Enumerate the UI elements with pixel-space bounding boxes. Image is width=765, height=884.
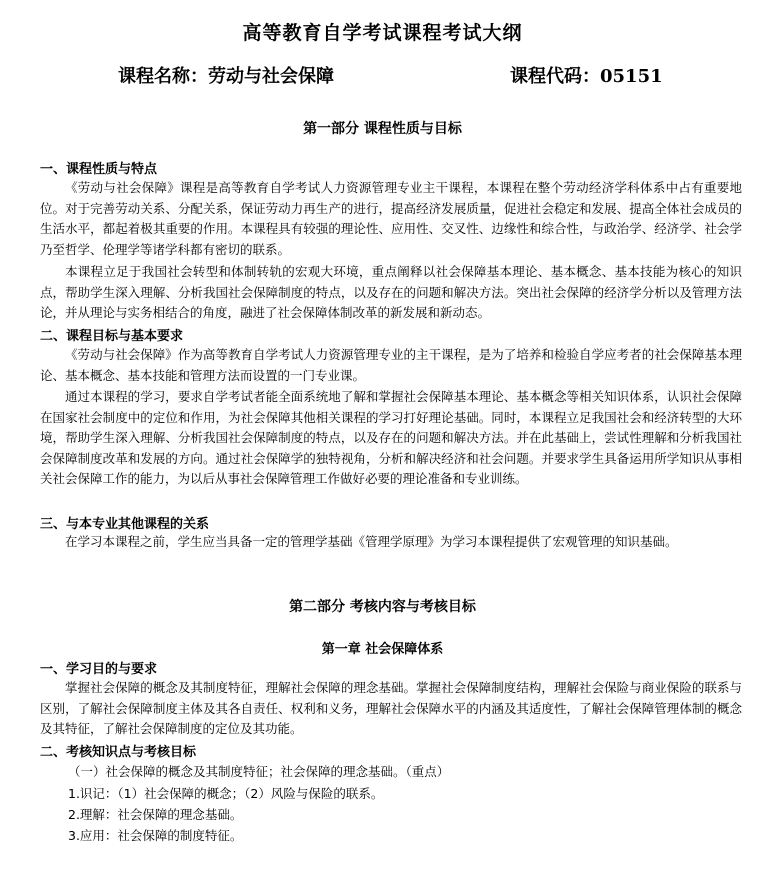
paragraph-study-purpose: 掌握社会保障的概念及其制度特征，理解社会保障的理念基础。掌握社会保障制度结构，理解社会保险与商业保险的联系与区别，了解社会保障制度主体及其各自责任、权利和义务，理解社会保障水平的内涵及其适度性，了解社会保障管理体制的概念及其特征，了解社会保障制度的定位及其功能。 [40,680,742,736]
paragraph-nature-2: 本课程立足于我国社会转型和体制转轨的宏观大环境，重点阐释以社会保障基本理论、基本概念、基本技能为核心的知识点，帮助学生深入理解、分析我国社会保障制度的特点，以及存在的问题和解决方法。突出社会保障的经济学分析以及管理方法论，并从理论与实务相结合的角度，融进了社会保障体制改革的新发展和新动态。 [40,264,742,320]
section-heading-relations: 三、与本专业其他课程的关系 [40,517,210,532]
paragraph-goals-2: 通过本课程的学习，要求自学考试者能全面系统地了解和掌握社会保障基本理论、基本概念等相关知识体系，认识社会保障在国家社会制度中的定位和作用，为社会保障其他相关课程的学习打好理论基础。同时，本课程立足我国社会和经济转型的大环境，帮助学生深入理解、分析我国社会保障制度的特点，以及存在的问题和解决方法。并在此基础上，尝试性理解和分析我国社会保障制度改革和发展的方向。通过社会保障学的独特视角，分析和解决经济和社会问题。并要求学生具备运用所学知识从事相关社会保障工作的能力，为以后从事社会保障管理工作做好必要的理论准备和专业训练。 [40,389,742,486]
exam-point-1: （一）社会保障的概念及其制度特征；社会保障的理念基础。（重点） [68,764,450,779]
list-item: 2.理解：社会保障的理念基础。 [68,807,243,822]
chapter-one-title: 第一章 社会保障体系 [321,642,444,657]
paragraph-goals-1: 《劳动与社会保障》作为高等教育自学考试人力资源管理专业的主干课程，是为了培养和检验自学应考者的社会保障基本理论、基本概念、基本技能和管理方法而设置的一门专业课。 [40,347,742,383]
paragraph-nature-1: 《劳动与社会保障》课程是高等教育自学考试人力资源管理专业主干课程，本课程在整个劳动经济学科体系中占有重要地位。对于完善劳动关系、分配关系，保证劳动力再生产的进行，提高经济发展质量，促进社会稳定和发展、提高全体社会成员的生活水平，都起着极其重要的作用。本课程具有较强的理论性、应用性、交叉性、边缘性和综合性，与政治学、经济学、社会学乃至哲学、伦理学等诸学科都有密切的联系。 [40,180,742,257]
course-name: 课程名称：劳动与社会保障 [118,66,334,87]
part-two-title: 第二部分 考核内容与考核目标 [289,599,476,615]
course-code: 课程代码：05151 [510,66,663,87]
section-heading-nature: 一、课程性质与特点 [40,162,158,177]
part-one-title: 第一部分 课程性质与目标 [303,121,462,137]
document-title: 高等教育自学考试课程考试大纲 [242,22,523,44]
paragraph-relations: 在学习本课程之前，学生应当具备一定的管理学基础《管理学原理》为学习本课程提供了宏观管理的知识基础。 [65,534,678,549]
section-heading-exam-points: 二、考核知识点与考核目标 [40,745,197,760]
section-heading-study-purpose: 一、学习目的与要求 [40,662,158,677]
list-item: 1.识记：（1）社会保障的概念；（2）风险与保险的联系。 [68,786,384,801]
list-item: 3.应用：社会保障的制度特征。 [68,828,243,843]
section-heading-goals: 二、课程目标与基本要求 [40,329,184,344]
